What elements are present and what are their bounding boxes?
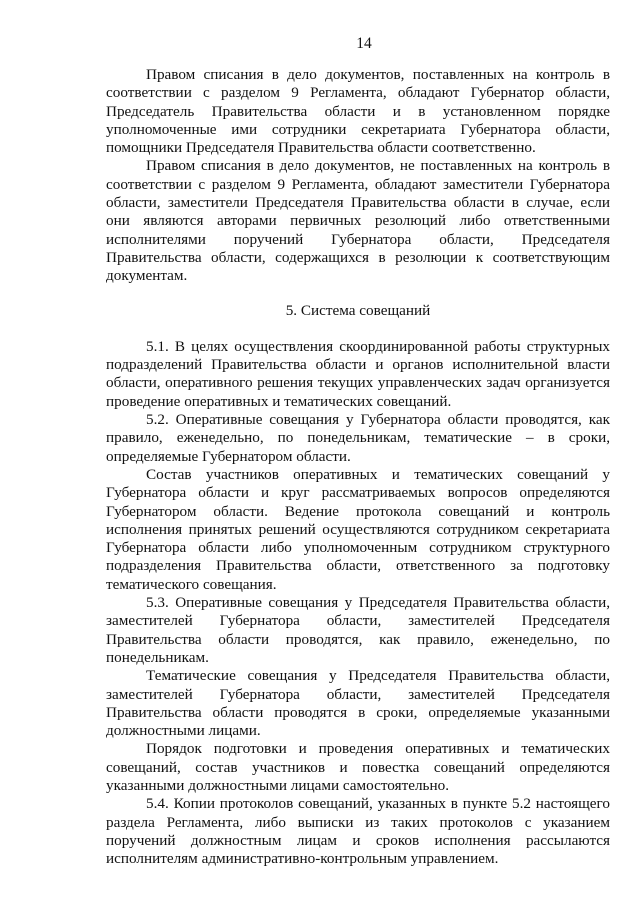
paragraph-5-4: 5.4. Копии протоколов совещаний, указанных в пункте 5.2 настоящего раздела Регламента, либо выписки из таких протоколов с указанием поручений должностным лицам и сроков исполнения рассылаются исполнителям административно-контрольным управлением. <box>106 795 610 868</box>
paragraph-write-off-controlled: Правом списания в дело документов, поставленных на контроль в соответствии с разделом 9 Регламента, обладают Губернатор области, Председатель Правительства области и в установленном порядке уполномоченные ими сотрудники секретариата Губернатора области, помощники Председателя Правительства области соответственно. <box>106 66 610 157</box>
paragraph-meeting-procedure: Порядок подготовки и проведения оперативных и тематических совещаний, состав участников и повестка совещаний определяются указанными должностными лицами самостоятельно. <box>106 740 610 794</box>
section-heading: 5. Система совещаний <box>285 301 431 319</box>
paragraph-governor-meeting-participants: Состав участников оперативных и тематических совещаний у Губернатора области и круг рассматриваемых вопросов определяются Губернатором области. Ведение протокола совещаний и контроль исполнения принятых решений осуществляются сотрудником секретариата Губернатора области либо уполномоченным сотрудником структурного подразделения Правительства области, ответственного за подготовку тематического совещания. <box>106 465 610 593</box>
paragraph-5-1: 5.1. В целях осуществления скоординированной работы структурных подразделений Правительства области и органов исполнительной власти области, оперативного решения текущих управленческих задач организуется проведение оперативных и тематических совещаний. <box>106 337 610 410</box>
paragraph-5-2: 5.2. Оперативные совещания у Губернатора области проводятся, как правило, еженедельно, по понедельникам, тематические – в сроки, определяемые Губернатором области. <box>106 411 610 465</box>
page-number: 14 <box>356 35 372 52</box>
paragraph-write-off-uncontrolled: Правом списания в дело документов, не поставленных на контроль в соответствии с разделом 9 Регламента, обладают заместители Губернатора области, заместители Председателя Правительства области в случае, если они являются авторами первичных резолюций либо ответственными исполнителями поручений Губернатора области, Председателя Правительства области, содержащихся в резолюции к соответствующим документам. <box>106 157 610 285</box>
paragraph-thematic-meetings: Тематические совещания у Председателя Правительства области, заместителей Губернатора области, заместителей Председателя Правительства области проводятся в сроки, определяемые указанными должностными лицами. <box>106 667 610 740</box>
paragraph-5-3: 5.3. Оперативные совещания у Председателя Правительства области, заместителей Губернатора области, заместителей Председателя Правительства области проводятся, как правило, еженедельно, по понедельникам. <box>106 594 610 666</box>
